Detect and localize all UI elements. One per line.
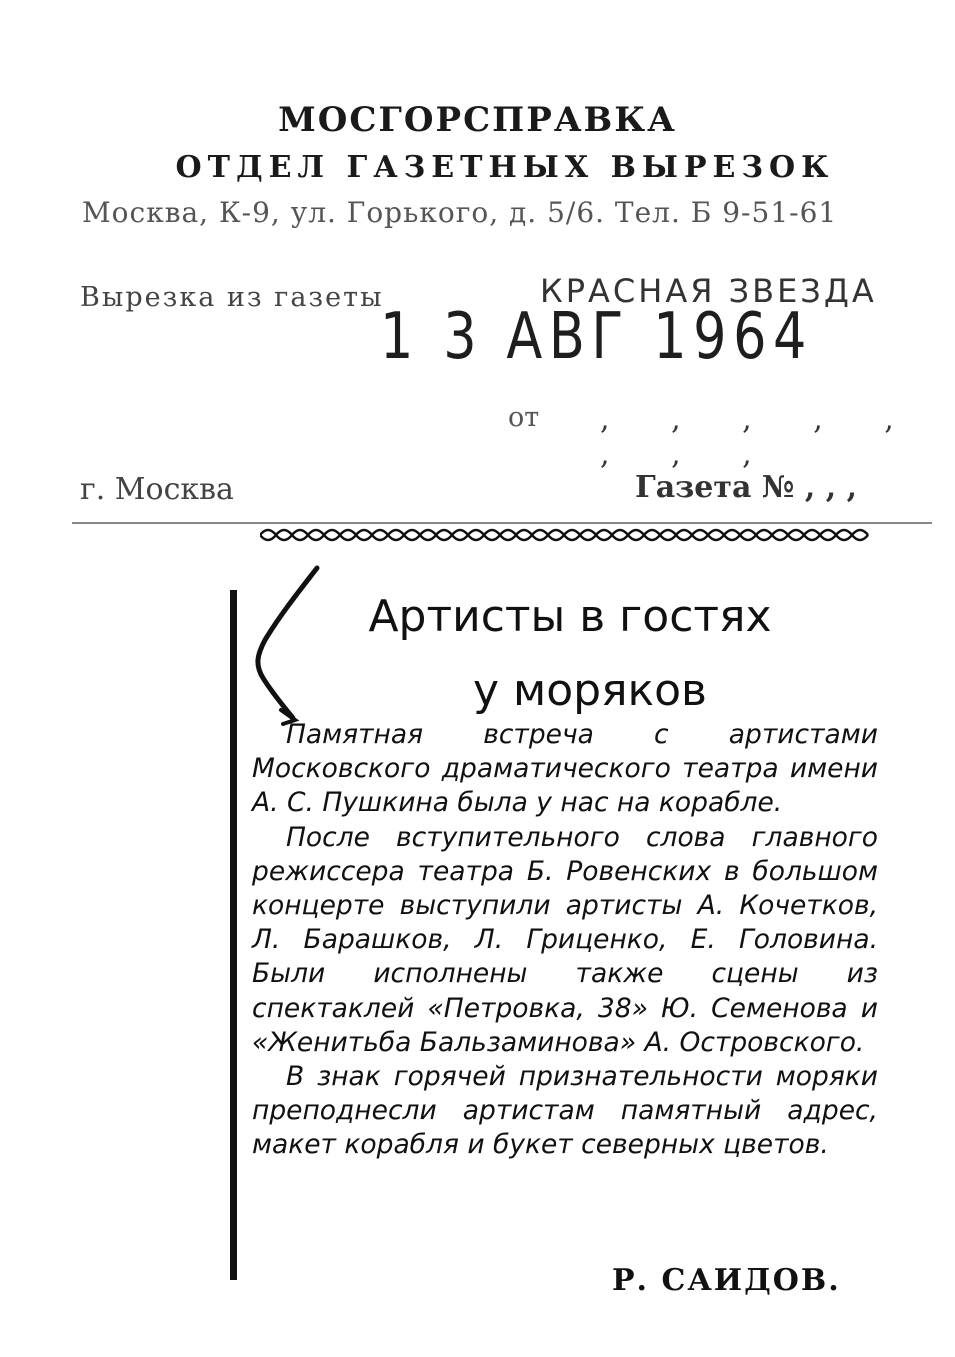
issue-label: Газета № , , , — [635, 470, 858, 505]
article-headline — [270, 580, 870, 728]
article-paragraph: Памятная встреча с артистами Московского драматического театра имени А. С. Пушкина была у нас на корабле. — [252, 719, 878, 819]
cut-label: Вырезка из газеты — [80, 282, 384, 313]
article-paragraph: После вступительного слова главного режиссера театра Б. Ровенских в большом концерте выступили артисты А. Кочетков, Л. Барашков, Л. Гриценко, Е. Головина. Были исполнены также сцены из спектаклей «Петровка, 38» Ю. Семенова и «Женитьба Бальзаминова» А. Островского. — [252, 821, 878, 1058]
department-title: ОТДЕЛ ГАЗЕТНЫХ ВЫРЕЗОК — [175, 150, 835, 185]
address-line: Москва, К-9, ул. Горького, д. 5/6. Тел. Б 9-51-61 — [82, 196, 838, 229]
date-stamp: 1 3 АВГ 1964 — [380, 300, 814, 374]
article-body — [252, 718, 878, 1163]
clipping-edge — [230, 590, 237, 1280]
article-author: Р. САИДОВ. — [612, 1263, 841, 1298]
city-label: г. Москва — [80, 472, 234, 507]
org-title: МОСГОРСПРАВКА — [278, 100, 677, 140]
headline-line-1: Артисты в гостях — [368, 591, 772, 642]
article-paragraph: В знак горячей признательности моряки преподнесли артистам памятный адрес, макет корабля и букет северных цветов. — [252, 1061, 878, 1161]
headline-line-2: у моряков — [473, 665, 707, 716]
from-dots: , , , , , , , , — [600, 402, 920, 472]
newspaper-name: КРАСНАЯ ЗВЕЗДА — [540, 272, 877, 310]
from-label: от — [508, 402, 540, 433]
zigzag-border — [260, 524, 880, 546]
